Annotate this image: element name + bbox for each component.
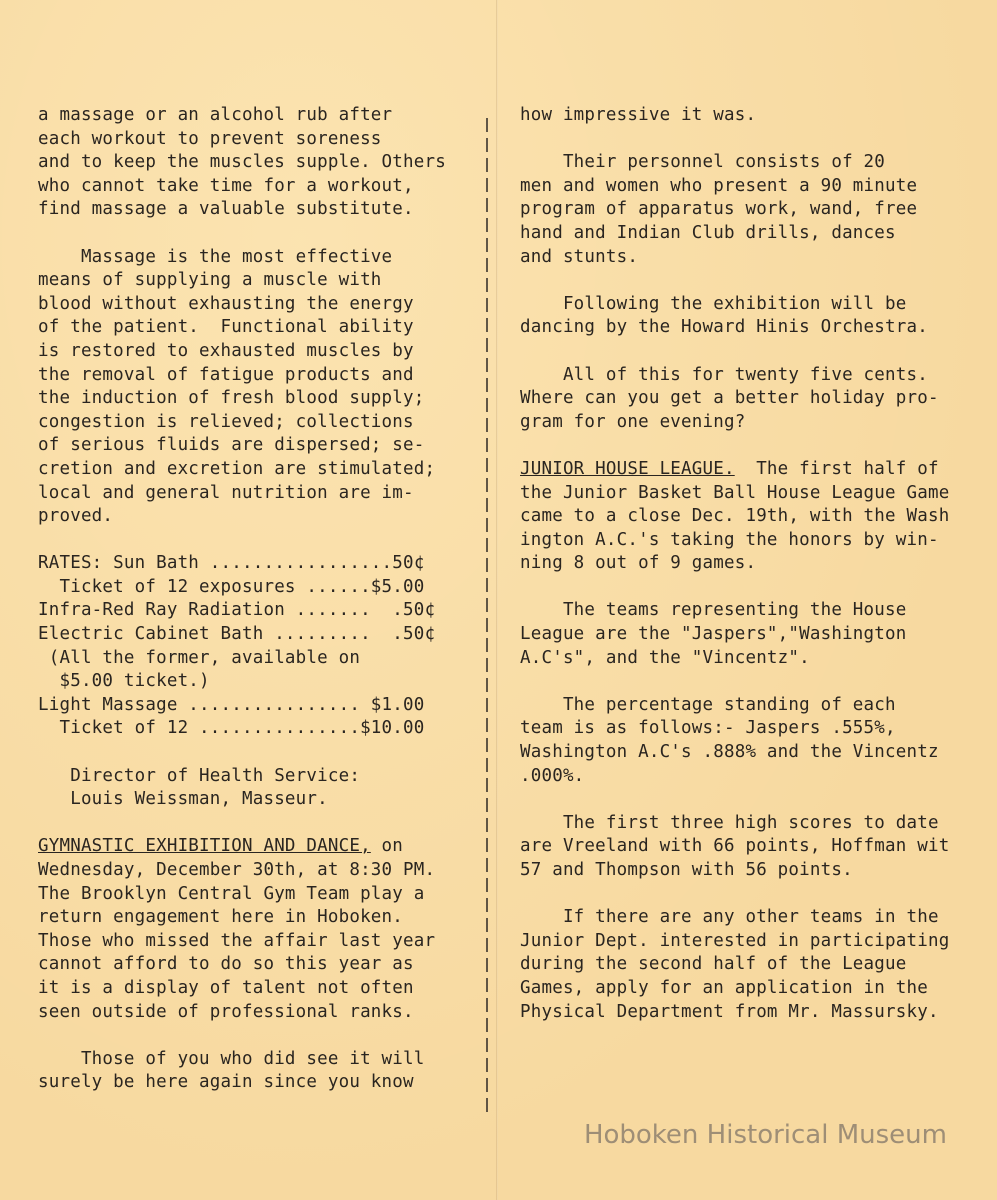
blank-line xyxy=(38,222,486,246)
text-line: Infra-Red Ray Radiation ....... .50¢ xyxy=(38,600,436,621)
text-line: hand and Indian Club drills, dances xyxy=(520,222,896,243)
text-line: each workout to prevent soreness xyxy=(38,128,382,149)
text-line: Games, apply for an application in the xyxy=(520,977,928,998)
text-line: 57 and Thompson with 56 points. xyxy=(520,860,853,880)
blank-line xyxy=(38,529,486,553)
text-line: ington A.C.'s taking the honors by win- xyxy=(520,529,939,550)
blank-line xyxy=(520,128,990,152)
text-line: the Junior Basket Ball House League Game xyxy=(520,482,950,503)
text-line: Where can you get a better holiday pro- xyxy=(520,388,939,409)
text-line: cannot afford to do so this year as xyxy=(38,954,414,975)
blank-line xyxy=(520,340,990,364)
text-line: Junior Dept. interested in participating xyxy=(520,930,950,951)
text-line: Physical Department from Mr. Massursky. xyxy=(520,1001,939,1022)
text-line: of serious fluids are dispersed; se- xyxy=(38,435,425,456)
text-line: congestion is relieved; collections xyxy=(38,411,414,432)
text-line: .000%. xyxy=(520,765,585,786)
text-line: of the patient. Functional ability xyxy=(38,317,414,338)
text-line: Washington A.C's .888% and the Vincentz xyxy=(520,742,939,763)
text-line: a massage or an alcohol rub after xyxy=(38,105,393,125)
text-line: local and general nutrition are im- xyxy=(38,482,414,503)
text-line: RATES: Sun Bath .................50¢ xyxy=(38,553,425,574)
text-line: and to keep the muscles supple. Others xyxy=(38,152,446,173)
text-line: The percentage standing of each xyxy=(520,694,896,715)
text-line: Massage is the most effective xyxy=(38,246,393,267)
text-line: program of apparatus work, wand, free xyxy=(520,199,918,220)
text-line: Their personnel consists of 20 xyxy=(520,152,886,173)
blank-line xyxy=(38,1024,486,1048)
text-line: The first three high scores to date xyxy=(520,812,939,833)
text-line: the induction of fresh blood supply; xyxy=(38,388,425,409)
text-line: proved. xyxy=(38,506,114,527)
page-fold xyxy=(496,0,498,1200)
text-line: how impressive it was. xyxy=(520,105,757,125)
text-line: Following the exhibition will be xyxy=(520,293,907,314)
text-line: If there are any other teams in the xyxy=(520,907,939,928)
text-line: Director of Health Service: xyxy=(38,765,361,786)
blank-line xyxy=(38,812,486,836)
text-line: blood without exhausting the energy xyxy=(38,293,414,314)
text-line: team is as follows:- Jaspers .555%, xyxy=(520,718,896,739)
text-line: is restored to exhausted muscles by xyxy=(38,340,414,361)
text-line: who cannot take time for a workout, xyxy=(38,175,414,196)
museum-watermark: Hoboken Historical Museum xyxy=(583,1120,947,1150)
text-line: came to a close Dec. 19th, with the Wash xyxy=(520,506,950,527)
text-line: Ticket of 12 exposures ......$5.00 xyxy=(38,576,425,597)
section-heading: GYMNASTIC EXHIBITION AND DANCE, xyxy=(38,836,371,857)
text-line: the removal of fatigue products and xyxy=(38,364,414,385)
text-line: Ticket of 12 ...............$10.00 xyxy=(38,718,425,739)
text-line: seen outside of professional ranks. xyxy=(38,1001,414,1022)
text-line: during the second half of the League xyxy=(520,954,907,975)
text-line: Wednesday, December 30th, at 8:30 PM. xyxy=(38,860,436,880)
text-line: find massage a valuable substitute. xyxy=(38,199,414,220)
blank-line xyxy=(520,883,990,907)
text-line: Those who missed the affair last year xyxy=(38,930,436,951)
text-line: cretion and excretion are stimulated; xyxy=(38,458,436,479)
blank-line xyxy=(520,788,990,812)
column-divider xyxy=(486,118,488,1118)
left-column xyxy=(38,104,486,1095)
text-line: Those of you who did see it will xyxy=(38,1048,425,1069)
blank-line xyxy=(520,434,990,458)
blank-line xyxy=(520,670,990,694)
text-line: means of supplying a muscle with xyxy=(38,270,382,291)
text-line: return engagement here in Hoboken. xyxy=(38,907,404,928)
section-heading: JUNIOR HOUSE LEAGUE. xyxy=(520,458,735,479)
text-line: Louis Weissman, Masseur. xyxy=(38,789,328,810)
text-line: $5.00 ticket.) xyxy=(38,671,210,692)
text-line: Light Massage ................ $1.00 xyxy=(38,694,425,715)
text-line: are Vreeland with 66 points, Hoffman wit xyxy=(520,836,950,857)
text-line: ning 8 out of 9 games. xyxy=(520,553,757,574)
blank-line xyxy=(38,741,486,765)
text-line: (All the former, available on xyxy=(38,647,361,668)
blank-line xyxy=(520,269,990,293)
text-line: GYMNASTIC EXHIBITION AND DANCE, on xyxy=(38,836,404,857)
text-line: dancing by the Howard Hinis Orchestra. xyxy=(520,317,928,338)
blank-line xyxy=(520,576,990,600)
text-line: gram for one evening? xyxy=(520,411,746,432)
text-line: Electric Cabinet Bath ......... .50¢ xyxy=(38,624,436,645)
text-line: JUNIOR HOUSE LEAGUE. The first half of xyxy=(520,458,939,479)
text-line: and stunts. xyxy=(520,246,639,267)
text-line: All of this for twenty five cents. xyxy=(520,364,928,385)
right-column xyxy=(520,104,990,1024)
text-line: League are the "Jaspers","Washington xyxy=(520,624,907,645)
text-line: surely be here again since you know xyxy=(38,1072,414,1093)
text-line: The Brooklyn Central Gym Team play a xyxy=(38,883,425,904)
text-line: A.C's", and the "Vincentz". xyxy=(520,647,810,668)
text-line: it is a display of talent not often xyxy=(38,977,414,998)
text-line: The teams representing the House xyxy=(520,600,907,621)
text-line: men and women who present a 90 minute xyxy=(520,175,918,196)
